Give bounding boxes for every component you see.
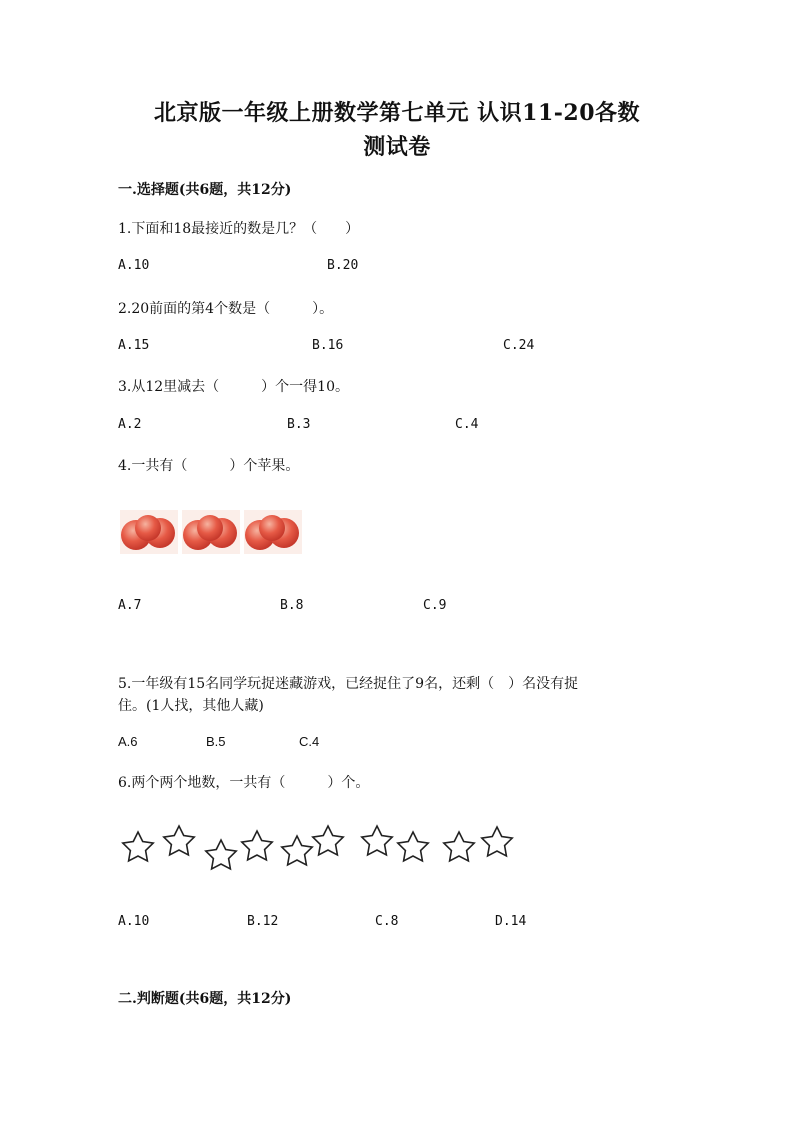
- q4-option-c[interactable]: C.9: [423, 598, 447, 613]
- section-heading-choice: 一.选择题(共6题，共12分): [118, 182, 292, 198]
- q2-option-b[interactable]: B.16: [312, 338, 344, 353]
- apple-group-2: [182, 510, 240, 554]
- q1-option-b[interactable]: B.20: [327, 258, 359, 273]
- star-4: [242, 831, 272, 860]
- q6-option-b[interactable]: B.12: [247, 914, 279, 929]
- q6-option-a[interactable]: A.10: [118, 914, 150, 929]
- star-9: [444, 832, 474, 861]
- q2-option-a[interactable]: A.15: [118, 338, 150, 353]
- section-heading-judgement: 二.判断题(共6题，共12分): [118, 991, 292, 1007]
- q6-option-c[interactable]: C.8: [375, 914, 399, 929]
- q5-option-c[interactable]: C.4: [299, 734, 320, 749]
- q3-option-c[interactable]: C.4: [455, 417, 479, 432]
- apple-group-3: [244, 510, 302, 554]
- question-5-line-2: 住。(1人找，其他人藏): [118, 698, 264, 714]
- star-1: [123, 832, 153, 861]
- star-8: [398, 832, 428, 861]
- star-10: [482, 827, 512, 856]
- question-5-line-1: 5.一年级有15名同学玩捉迷藏游戏，已经捉住了9名，还剩（ ）名没有捉: [118, 676, 579, 692]
- star-2: [164, 826, 194, 855]
- question-3: 3.从12里减去（ ）个一得10。: [118, 379, 349, 395]
- q5-option-a[interactable]: A.6: [118, 734, 138, 749]
- star-3: [206, 840, 236, 869]
- q5-option-b[interactable]: B.5: [206, 734, 226, 749]
- title-line-2: 测试卷: [363, 134, 431, 160]
- q4-option-b[interactable]: B.8: [280, 598, 304, 613]
- apples-image: [118, 508, 308, 558]
- question-6: 6.两个两个地数，一共有（ ）个。: [118, 775, 370, 791]
- question-2: 2.20前面的第4个数是（ ）。: [118, 301, 334, 317]
- star-5: [282, 836, 312, 865]
- question-1: 1.下面和18最接近的数是几？（ ）: [118, 221, 360, 237]
- star-6: [313, 826, 343, 855]
- q2-option-c[interactable]: C.24: [503, 338, 535, 353]
- apple-group-1: [120, 510, 178, 554]
- q3-option-b[interactable]: B.3: [287, 417, 311, 432]
- q6-option-d[interactable]: D.14: [495, 914, 527, 929]
- q3-option-a[interactable]: A.2: [118, 417, 142, 432]
- question-4: 4.一共有（ ）个苹果。: [118, 458, 300, 474]
- title-line-1: 北京版一年级上册数学第七单元 认识11-20各数: [153, 100, 641, 126]
- star-7: [362, 826, 392, 855]
- q4-option-a[interactable]: A.7: [118, 598, 142, 613]
- stars-image: [115, 820, 525, 880]
- q1-option-a[interactable]: A.10: [118, 258, 150, 273]
